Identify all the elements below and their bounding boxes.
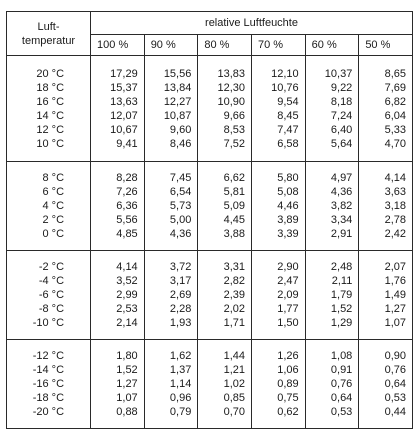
humidity-value: 3,72 <box>169 261 192 274</box>
humidity-value: 1,29 <box>330 317 353 330</box>
humidity-value-cell <box>198 162 252 251</box>
temperature-header-line-1: Luft- <box>37 20 60 33</box>
humidity-value: 5,73 <box>169 200 192 213</box>
humidity-value: 5,33 <box>384 123 406 136</box>
temperature-value: 12 °C <box>36 123 65 136</box>
humidity-value: 0,64 <box>330 392 353 405</box>
humidity-value-cell <box>359 251 413 340</box>
humidity-value: 1,52 <box>330 303 353 316</box>
humidity-value: 0,89 <box>277 378 299 391</box>
humidity-value: 1,50 <box>277 317 299 330</box>
humidity-value: 1,44 <box>223 350 245 363</box>
humidity-value: 9,22 <box>330 81 353 94</box>
humidity-value: 1,07 <box>116 392 138 405</box>
humidity-value: 9,66 <box>223 109 245 122</box>
temperature-group-row <box>7 56 413 162</box>
humidity-value: 17,29 <box>110 67 138 80</box>
humidity-value: 0,90 <box>384 350 406 363</box>
humidity-value: 2,82 <box>223 275 245 288</box>
temperature-value: 4 °C <box>42 200 65 213</box>
humidity-value: 2,14 <box>116 317 138 330</box>
humidity-value-cell <box>252 340 306 429</box>
temperature-value: -12 °C <box>32 350 65 363</box>
humidity-value-cell <box>91 56 145 162</box>
humidity-value: 3,89 <box>277 214 299 227</box>
humidity-value: 0,53 <box>330 406 353 419</box>
header-row-1 <box>7 12 413 35</box>
humidity-value: 2,09 <box>277 289 299 302</box>
humidity-value: 0,62 <box>277 406 299 419</box>
temperature-value: -8 °C <box>38 303 65 316</box>
humidity-value: 0,75 <box>277 392 299 405</box>
humidity-value-cell <box>144 56 198 162</box>
humidity-column-header: 50 % <box>359 35 413 56</box>
humidity-value: 6,58 <box>277 137 299 150</box>
humidity-value: 12,30 <box>217 81 245 94</box>
humidity-value: 0,53 <box>384 392 406 405</box>
humidity-value: 12,27 <box>163 95 192 108</box>
humidity-value: 2,07 <box>384 261 406 274</box>
humidity-value: 3,31 <box>223 261 245 274</box>
humidity-value: 4,45 <box>223 214 245 227</box>
temperature-value: -2 °C <box>38 261 65 274</box>
humidity-value: 2,39 <box>223 289 245 302</box>
humidity-group-header: relative Luftfeuchte <box>91 12 413 35</box>
humidity-value: 7,45 <box>169 172 192 185</box>
humidity-value: 10,90 <box>217 95 245 108</box>
humidity-value: 2,48 <box>330 261 353 274</box>
humidity-value: 2,42 <box>384 228 406 241</box>
humidity-value-cell <box>252 56 306 162</box>
humidity-value: 3,88 <box>223 228 245 241</box>
humidity-value: 8,46 <box>169 137 192 150</box>
humidity-value: 1,76 <box>384 275 406 288</box>
humidity-value: 4,36 <box>169 228 192 241</box>
humidity-value: 2,02 <box>223 303 245 316</box>
humidity-value: 0,76 <box>330 378 353 391</box>
humidity-value: 3,39 <box>277 228 299 241</box>
humidity-value: 5,64 <box>330 137 353 150</box>
humidity-column-header: 70 % <box>252 35 306 56</box>
humidity-value: 4,36 <box>330 186 353 199</box>
humidity-value: 1,02 <box>223 378 245 391</box>
humidity-column-header: 80 % <box>198 35 252 56</box>
humidity-value: 0,44 <box>384 406 406 419</box>
humidity-value: 8,45 <box>277 109 299 122</box>
humidity-value: 5,00 <box>169 214 192 227</box>
humidity-value: 13,83 <box>217 67 245 80</box>
temperature-group-row <box>7 162 413 251</box>
humidity-value: 1,06 <box>277 364 299 377</box>
humidity-value: 2,11 <box>331 275 353 288</box>
humidity-value: 3,82 <box>330 200 353 213</box>
humidity-value: 8,65 <box>384 67 406 80</box>
humidity-value: 4,14 <box>384 172 406 185</box>
humidity-value: 13,84 <box>163 81 192 94</box>
humidity-value: 5,81 <box>223 186 245 199</box>
humidity-value: 7,47 <box>277 123 299 136</box>
humidity-value: 0,64 <box>384 378 406 391</box>
humidity-value: 0,88 <box>116 406 138 419</box>
humidity-value: 0,91 <box>330 364 353 377</box>
humidity-value-cell <box>144 162 198 251</box>
humidity-value: 7,24 <box>330 109 353 122</box>
humidity-value: 6,62 <box>223 172 245 185</box>
humidity-value: 2,91 <box>330 228 353 241</box>
temperature-value: 18 °C <box>36 81 65 94</box>
humidity-value: 10,76 <box>271 81 299 94</box>
humidity-value: 6,36 <box>116 200 138 213</box>
humidity-value: 1,07 <box>384 317 406 330</box>
humidity-value: 0,76 <box>384 364 406 377</box>
humidity-value: 5,56 <box>116 214 138 227</box>
humidity-value: 9,41 <box>116 137 138 150</box>
temperature-value: -6 °C <box>38 289 65 302</box>
temperature-header-line-2: temperatur <box>21 34 76 47</box>
humidity-value: 1,49 <box>384 289 406 302</box>
humidity-value-cell <box>359 162 413 251</box>
humidity-value-cell <box>91 340 145 429</box>
temperature-value: 0 °C <box>42 228 65 241</box>
humidity-table <box>6 11 413 429</box>
humidity-value-cell <box>91 251 145 340</box>
humidity-value: 9,54 <box>277 95 299 108</box>
humidity-value: 6,40 <box>330 123 353 136</box>
humidity-value: 1,71 <box>223 317 245 330</box>
humidity-value: 3,18 <box>384 200 406 213</box>
humidity-value: 1,08 <box>330 350 353 363</box>
humidity-value: 8,53 <box>223 123 245 136</box>
humidity-value-cell <box>91 162 145 251</box>
table-body <box>7 56 413 429</box>
humidity-value: 4,97 <box>330 172 353 185</box>
temperature-value: 20 °C <box>36 67 65 80</box>
humidity-value: 1,62 <box>169 350 192 363</box>
humidity-value: 3,63 <box>384 186 406 199</box>
humidity-value-cell <box>198 340 252 429</box>
humidity-value: 1,14 <box>169 378 192 391</box>
humidity-value: 1,21 <box>223 364 245 377</box>
humidity-value: 0,70 <box>223 406 245 419</box>
temperature-cell <box>7 340 91 429</box>
humidity-value: 5,80 <box>277 172 299 185</box>
humidity-value: 10,37 <box>324 67 353 80</box>
temperature-value: -16 °C <box>32 378 65 391</box>
humidity-value-cell <box>198 56 252 162</box>
humidity-value: 3,34 <box>330 214 353 227</box>
temperature-value: 16 °C <box>36 95 65 108</box>
humidity-value: 12,07 <box>110 109 138 122</box>
temperature-cell <box>7 251 91 340</box>
humidity-value-cell <box>359 340 413 429</box>
humidity-value: 1,37 <box>169 364 192 377</box>
humidity-value: 1,77 <box>277 303 299 316</box>
temperature-value: -20 °C <box>32 406 65 419</box>
temperature-value: -4 °C <box>38 275 65 288</box>
humidity-value: 6,82 <box>384 95 406 108</box>
humidity-value-cell <box>144 251 198 340</box>
humidity-value: 0,96 <box>169 392 192 405</box>
temperature-header <box>7 12 91 56</box>
humidity-value-cell <box>305 162 359 251</box>
humidity-value-cell <box>252 162 306 251</box>
humidity-value: 1,93 <box>169 317 192 330</box>
humidity-value: 1,79 <box>330 289 353 302</box>
temperature-group-row <box>7 340 413 429</box>
humidity-value: 0,85 <box>223 392 245 405</box>
humidity-value: 4,14 <box>116 261 138 274</box>
humidity-value: 1,52 <box>116 364 138 377</box>
humidity-value: 9,60 <box>169 123 192 136</box>
humidity-column-header: 90 % <box>144 35 198 56</box>
humidity-value: 2,90 <box>277 261 299 274</box>
humidity-value: 2,78 <box>384 214 406 227</box>
humidity-value: 1,27 <box>116 378 138 391</box>
humidity-value: 12,10 <box>271 67 299 80</box>
humidity-value: 6,04 <box>384 109 406 122</box>
humidity-value-cell <box>198 251 252 340</box>
humidity-value: 10,87 <box>163 109 192 122</box>
humidity-value: 1,27 <box>384 303 406 316</box>
temperature-value: 14 °C <box>36 109 65 122</box>
temperature-value: -14 °C <box>32 364 65 377</box>
temperature-value: -10 °C <box>32 317 65 330</box>
temperature-value: 8 °C <box>42 172 65 185</box>
humidity-value: 4,85 <box>116 228 138 241</box>
humidity-column-header: 60 % <box>305 35 359 56</box>
humidity-value: 4,70 <box>384 137 406 150</box>
humidity-value: 10,67 <box>110 123 138 136</box>
humidity-column-header: 100 % <box>91 35 145 56</box>
humidity-value-cell <box>305 56 359 162</box>
humidity-value: 15,37 <box>110 81 138 94</box>
humidity-value-cell <box>359 56 413 162</box>
humidity-value: 1,80 <box>116 350 138 363</box>
temperature-value: -18 °C <box>32 392 65 405</box>
temperature-value: 2 °C <box>42 214 65 227</box>
humidity-value: 2,99 <box>116 289 138 302</box>
temperature-value: 6 °C <box>42 186 65 199</box>
humidity-value: 8,18 <box>330 95 353 108</box>
humidity-value: 2,28 <box>169 303 192 316</box>
humidity-value: 2,69 <box>169 289 192 302</box>
temperature-cell <box>7 56 91 162</box>
temperature-value: 10 °C <box>36 137 65 150</box>
humidity-value: 2,47 <box>277 275 299 288</box>
humidity-value: 5,09 <box>223 200 245 213</box>
humidity-value: 4,46 <box>277 200 299 213</box>
humidity-value: 7,69 <box>384 81 406 94</box>
humidity-value: 2,53 <box>116 303 138 316</box>
humidity-value-cell <box>305 340 359 429</box>
humidity-value: 7,26 <box>116 186 138 199</box>
humidity-value: 6,54 <box>169 186 192 199</box>
temperature-group-row <box>7 251 413 340</box>
humidity-value: 13,63 <box>110 95 138 108</box>
humidity-value: 8,28 <box>116 172 138 185</box>
humidity-value: 3,17 <box>169 275 192 288</box>
humidity-value-cell <box>305 251 359 340</box>
humidity-value-cell <box>252 251 306 340</box>
humidity-value: 15,56 <box>163 67 192 80</box>
humidity-value: 1,26 <box>277 350 299 363</box>
humidity-value: 5,08 <box>277 186 299 199</box>
humidity-value: 7,52 <box>223 137 245 150</box>
humidity-value: 0,79 <box>169 406 192 419</box>
humidity-value-cell <box>144 340 198 429</box>
temperature-cell <box>7 162 91 251</box>
humidity-value: 3,52 <box>116 275 138 288</box>
